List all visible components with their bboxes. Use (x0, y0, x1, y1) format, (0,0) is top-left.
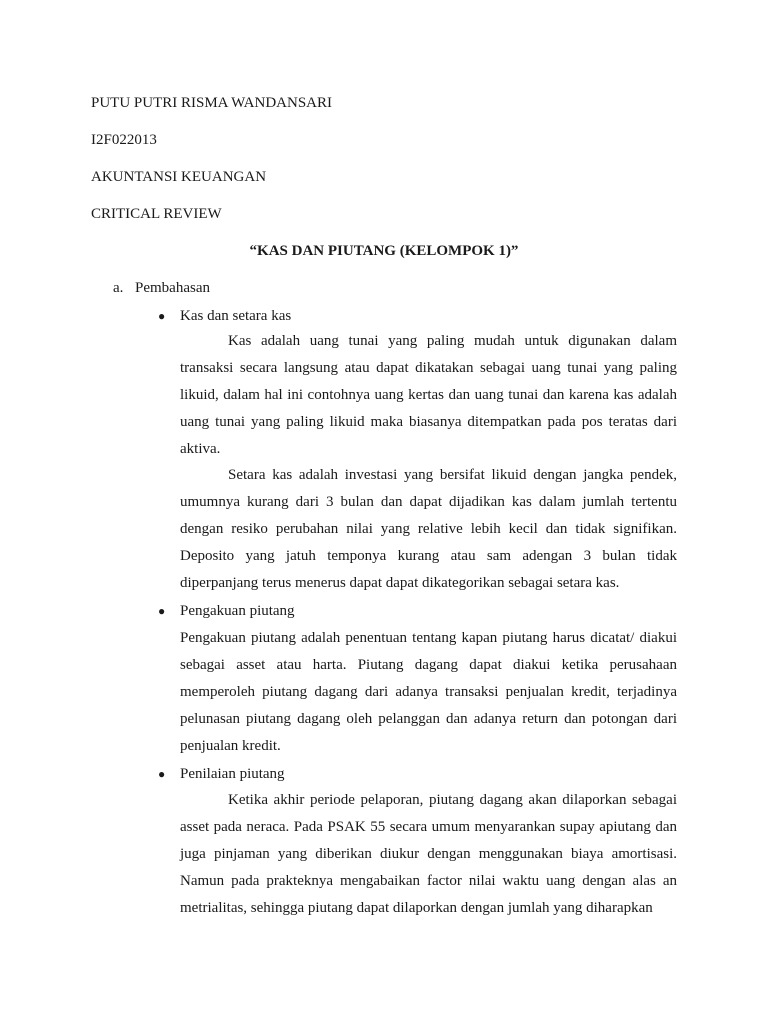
paragraph-pengakuan: Pengakuan piutang adalah penentuan tentang kapan piutang harus dicatat/ diakui sebagai asset atau harta. Piutang dagang dapat diakui ketika perusahaan memperoleh piutang dagang dari adanya transaksi penjualan kredit, terjadinya pelunasan piutang dagang oleh pelanggan dan adanya return dan potongan dari penjualan kredit. (180, 630, 677, 754)
author-name: PUTU PUTRI RISMA WANDANSARI (91, 95, 333, 111)
document-type: CRITICAL REVIEW (91, 206, 222, 222)
bullet-dot-icon: ● (158, 767, 166, 781)
bullet-label-kas: Kas dan setara kas (180, 308, 292, 324)
bullet-label-pengakuan: Pengakuan piutang (180, 603, 295, 619)
bullet-label-penilaian: Penilaian piutang (180, 766, 285, 782)
section-letter: a. (113, 280, 124, 296)
document-title: “KAS DAN PIUTANG (KELOMPOK 1)” (249, 243, 519, 259)
paragraph-setara-kas: Setara kas adalah investasi yang bersifat likuid dengan jangka pendek, umumnya kurang dari 3 bulan dan dapat dijadikan kas dalam jumlah tertentu dengan resiko perubahan nilai yang relative lebih kecil dan tidak signifikan. Deposito yang jatuh temponya kurang atau sam adengan 3 bulan tidak diperpanjang terus menerus dapat dapat dikategorikan sebagai setara kas. (180, 467, 677, 591)
bullet-dot-icon: ● (158, 309, 166, 323)
section-label: Pembahasan (135, 280, 210, 296)
paragraph-penilaian: Ketika akhir periode pelaporan, piutang dagang akan dilaporkan sebagai asset pada neraca. Pada PSAK 55 secara umum menyarankan supay apiutang dan juga pinjaman yang diberikan diukur dengan menggunakan biaya amortisasi. Namun pada prakteknya mengabaikan factor nilai waktu uang dengan alas an metrialitas, sehingga piutang dapat dilaporkan dengan jumlah yang diharapkan (180, 792, 677, 916)
student-id: I2F022013 (91, 132, 157, 148)
bullet-dot-icon: ● (158, 604, 166, 618)
course-name: AKUNTANSI KEUANGAN (91, 169, 267, 185)
paragraph-kas: Kas adalah uang tunai yang paling mudah untuk digunakan dalam transaksi secara langsung atau dapat dikatakan sebagai uang tunai yang paling likuid, dalam hal ini contohnya uang kertas dan uang tunai dan karena kas adalah uang tunai yang paling likuid maka biasanya ditempatkan pada pos teratas dari aktiva. (180, 333, 677, 457)
